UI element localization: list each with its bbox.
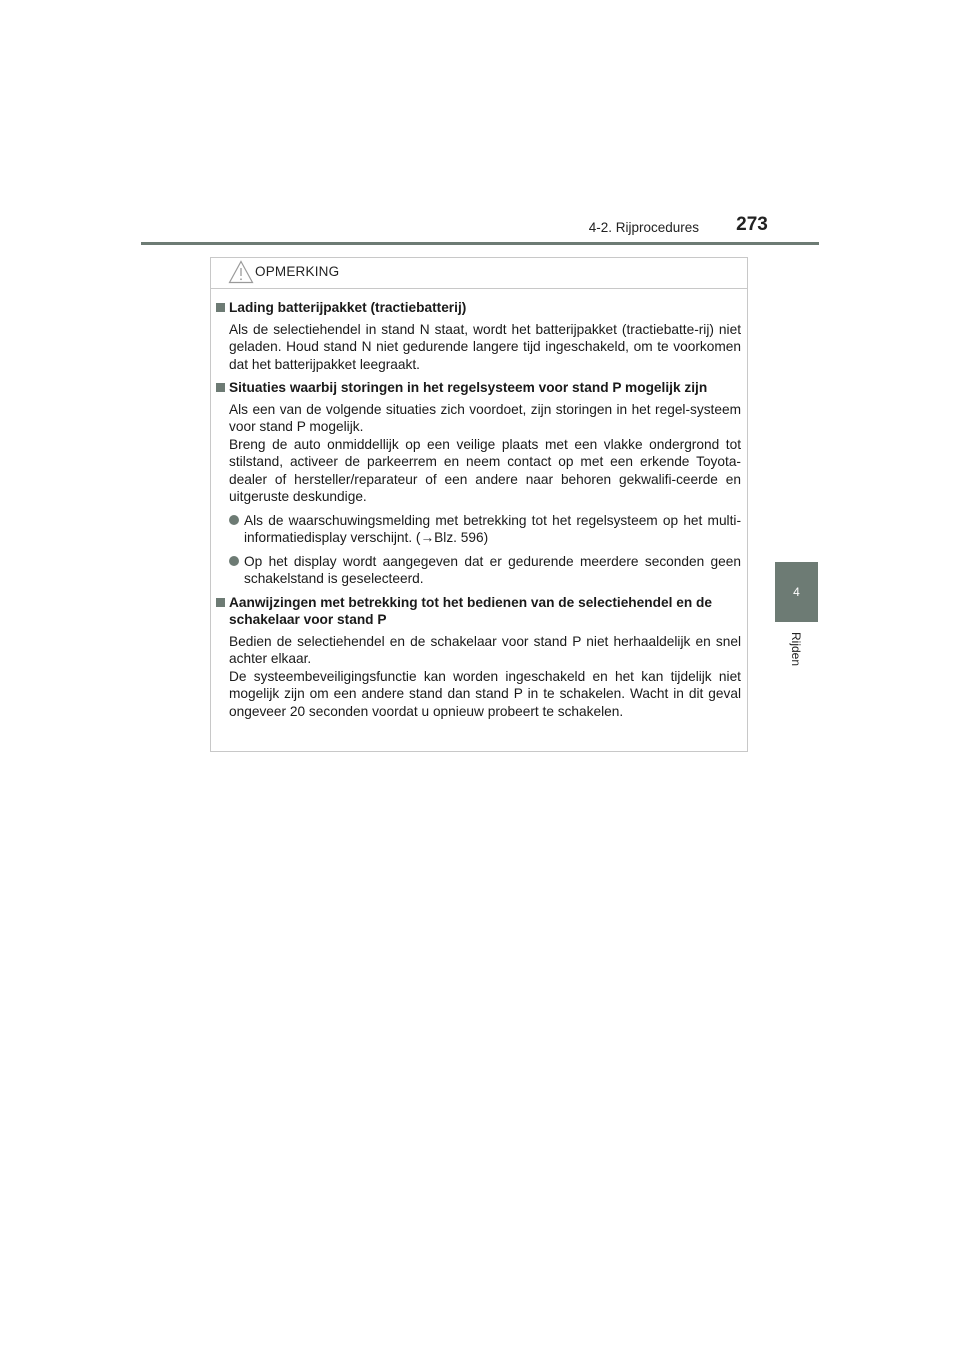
section-heading	[216, 379, 741, 397]
paragraph-line: De systeembeveiligingsfunctie kan worden ingeschakeld en het kan tijdelijk niet mogelijk zijn om een andere stand dan stand P in te schakelen. Wacht in dit geval ongeveer 20 seconden voordat u opnieuw probeert te schakelen.	[229, 668, 741, 719]
warning-triangle-icon	[228, 260, 254, 284]
square-bullet-icon	[216, 598, 225, 607]
section-heading	[216, 299, 741, 317]
paragraph-line: Bedien de selectiehendel en de schakelaar voor stand P niet herhaaldelijk en snel achter elkaar.	[229, 633, 741, 666]
list-item	[216, 512, 741, 547]
round-bullet-icon	[229, 556, 239, 566]
round-bullet-icon	[229, 515, 239, 525]
chapter-tab[interactable]	[775, 562, 818, 622]
section-heading-text: Lading batterijpakket (tractiebatterij)	[229, 300, 467, 315]
list-item	[216, 553, 741, 588]
chapter-label-text: Rijden	[789, 631, 804, 667]
section-heading-text: Situaties waarbij storingen in het regelsysteem voor stand P mogelijk zijn	[229, 380, 708, 395]
square-bullet-icon	[216, 303, 225, 312]
note-header	[211, 258, 747, 289]
list-item-text: Als de waarschuwingsmelding met betrekking tot het regelsysteem op het multi-informatiedisplay verschijnt. (→Blz. 596)	[244, 512, 741, 545]
chapter-label	[775, 625, 818, 673]
paragraph	[216, 401, 741, 506]
square-bullet-icon	[216, 383, 225, 392]
section-title: 4-2. Rijprocedures	[588, 220, 699, 235]
page-number: 273	[736, 214, 768, 235]
paragraph: Als de selectiehendel in stand N staat, wordt het batterijpakket (tractiebatte-rij) niet geladen. Houd stand N niet gedurende langere tijd ingeschakeld, om te voorkomen dat het batterijpakket leegraakt.	[229, 321, 741, 372]
section-heading	[216, 594, 741, 629]
section-heading-text: Aanwijzingen met betrekking tot het bedienen van de selectiehendel en de schakelaar voor stand P	[229, 594, 712, 627]
note-body	[211, 289, 747, 720]
note-title: OPMERKING	[255, 264, 340, 279]
paragraph-line: Als een van de volgende situaties zich voordoet, zijn storingen in het regel-systeem voor stand P mogelijk.	[229, 401, 741, 434]
list-item-text: Op het display wordt aangegeven dat er gedurende meerdere seconden geen schakelstand is geselecteerd.	[244, 553, 741, 586]
chapter-number: 4	[793, 585, 800, 599]
note-box	[210, 257, 748, 752]
header-divider	[141, 242, 819, 245]
paragraph-line: Breng de auto onmiddellijk op een veilige plaats met een vlakke ondergrond tot stilstand, activeer de parkeerrem en neem contact op met een erkende Toyota-dealer of hersteller/reparateur of een andere naar behoren gekwalifi-ceerde en uitgeruste deskundige.	[229, 436, 741, 504]
paragraph	[216, 633, 741, 721]
